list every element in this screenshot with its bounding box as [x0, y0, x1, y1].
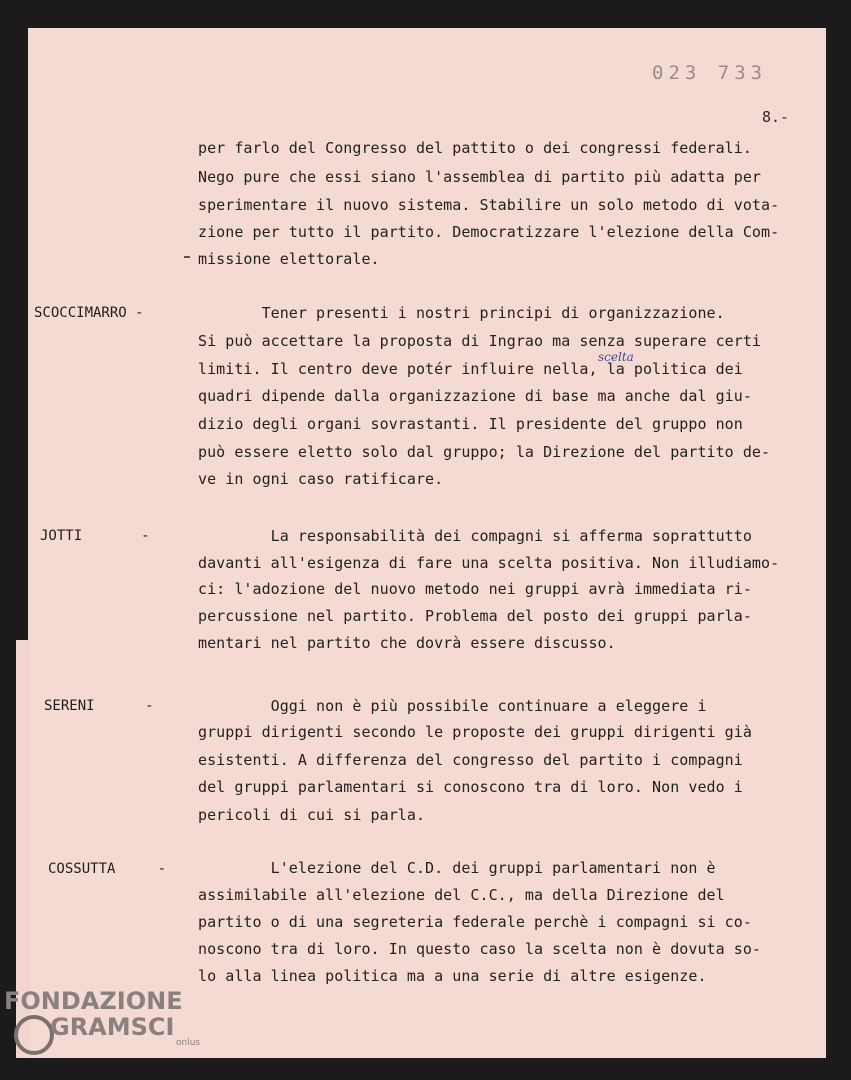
text-line: assimilabile all'elezione del C.C., ma della Direzione del: [198, 886, 725, 904]
text-line: Oggi non è più possibile continuare a eleggere i: [198, 697, 707, 715]
text-line: esistenti. A differenza del congresso del partito i compagni: [198, 751, 743, 769]
page-number: 8.-: [762, 108, 790, 126]
text-line: noscono tra di loro. In questo caso la scelta non è dovuta so-: [198, 940, 762, 958]
speaker-name: JOTTI -: [40, 528, 150, 544]
logo-line-3: onlus: [176, 1038, 201, 1048]
text-line: del gruppi parlamentari si conoscono tra di loro. Non vedo i: [198, 778, 743, 796]
text-line: zione per tutto il partito. Democratizzare l'elezione della Com-: [198, 223, 780, 241]
text-line: missione elettorale.: [198, 250, 380, 268]
text-line: ci: l'adozione del nuovo metodo nei gruppi avrà immediata ri-: [198, 580, 752, 598]
text-line: percussione nel partito. Problema del posto dei gruppi parla-: [198, 607, 752, 625]
text-line: lo alla linea politica ma a una serie di altre esigenze.: [198, 967, 707, 985]
margin-mark: [184, 256, 190, 258]
text-line: dizio degli organi sovrastanti. Il presidente del gruppo non: [198, 415, 743, 433]
text-line: L'elezione del C.D. dei gruppi parlamentari non è: [198, 859, 716, 877]
speaker-name: COSSUTTA -: [48, 861, 167, 877]
text-line: Si può accettare la proposta di Ingrao ma senza superare certi: [198, 332, 762, 350]
text-line: La responsabilità dei compagni si afferma soprattutto: [198, 527, 752, 545]
text-line: davanti all'esigenza di fare una scelta positiva. Non illudiamo-: [198, 554, 780, 572]
logo-line-1: FONDAZIONE: [4, 987, 183, 1015]
text-line: per farlo del Congresso del pattito o dei congressi federali.: [198, 139, 752, 157]
handwritten-annotation: scelta: [598, 350, 634, 364]
speaker-name: SCOCCIMARRO -: [34, 305, 144, 321]
archive-stamp: 023 733: [652, 62, 768, 84]
text-line: sperimentare il nuovo sistema. Stabilire un solo metodo di vota-: [198, 196, 780, 214]
text-line: gruppi dirigenti secondo le proposte dei gruppi dirigenti già: [198, 723, 752, 741]
speaker-name: SERENI -: [44, 698, 154, 714]
text-line: quadri dipende dalla organizzazione di base ma anche dal giu-: [198, 387, 752, 405]
text-line: mentari nel partito che dovrà essere discusso.: [198, 634, 616, 652]
logo-line-2: GRAMSCI: [50, 1013, 175, 1041]
text-line: partito o di una segreteria federale perchè i compagni si co-: [198, 913, 752, 931]
text-line: Nego pure che essi siano l'assemblea di partito più adatta per: [198, 168, 762, 186]
fondazione-gramsci-logo: [4, 987, 201, 1048]
text-line: Tener presenti i nostri principi di organizzazione.: [198, 304, 725, 322]
text-line: pericoli di cui si parla.: [198, 806, 426, 824]
text-line: limiti. Il centro deve potér influire nella, la politica dei: [198, 360, 743, 378]
text-line: può essere eletto solo dal gruppo; la Direzione del partito de-: [198, 443, 771, 461]
text-line: ve in ogni caso ratificare.: [198, 470, 444, 488]
